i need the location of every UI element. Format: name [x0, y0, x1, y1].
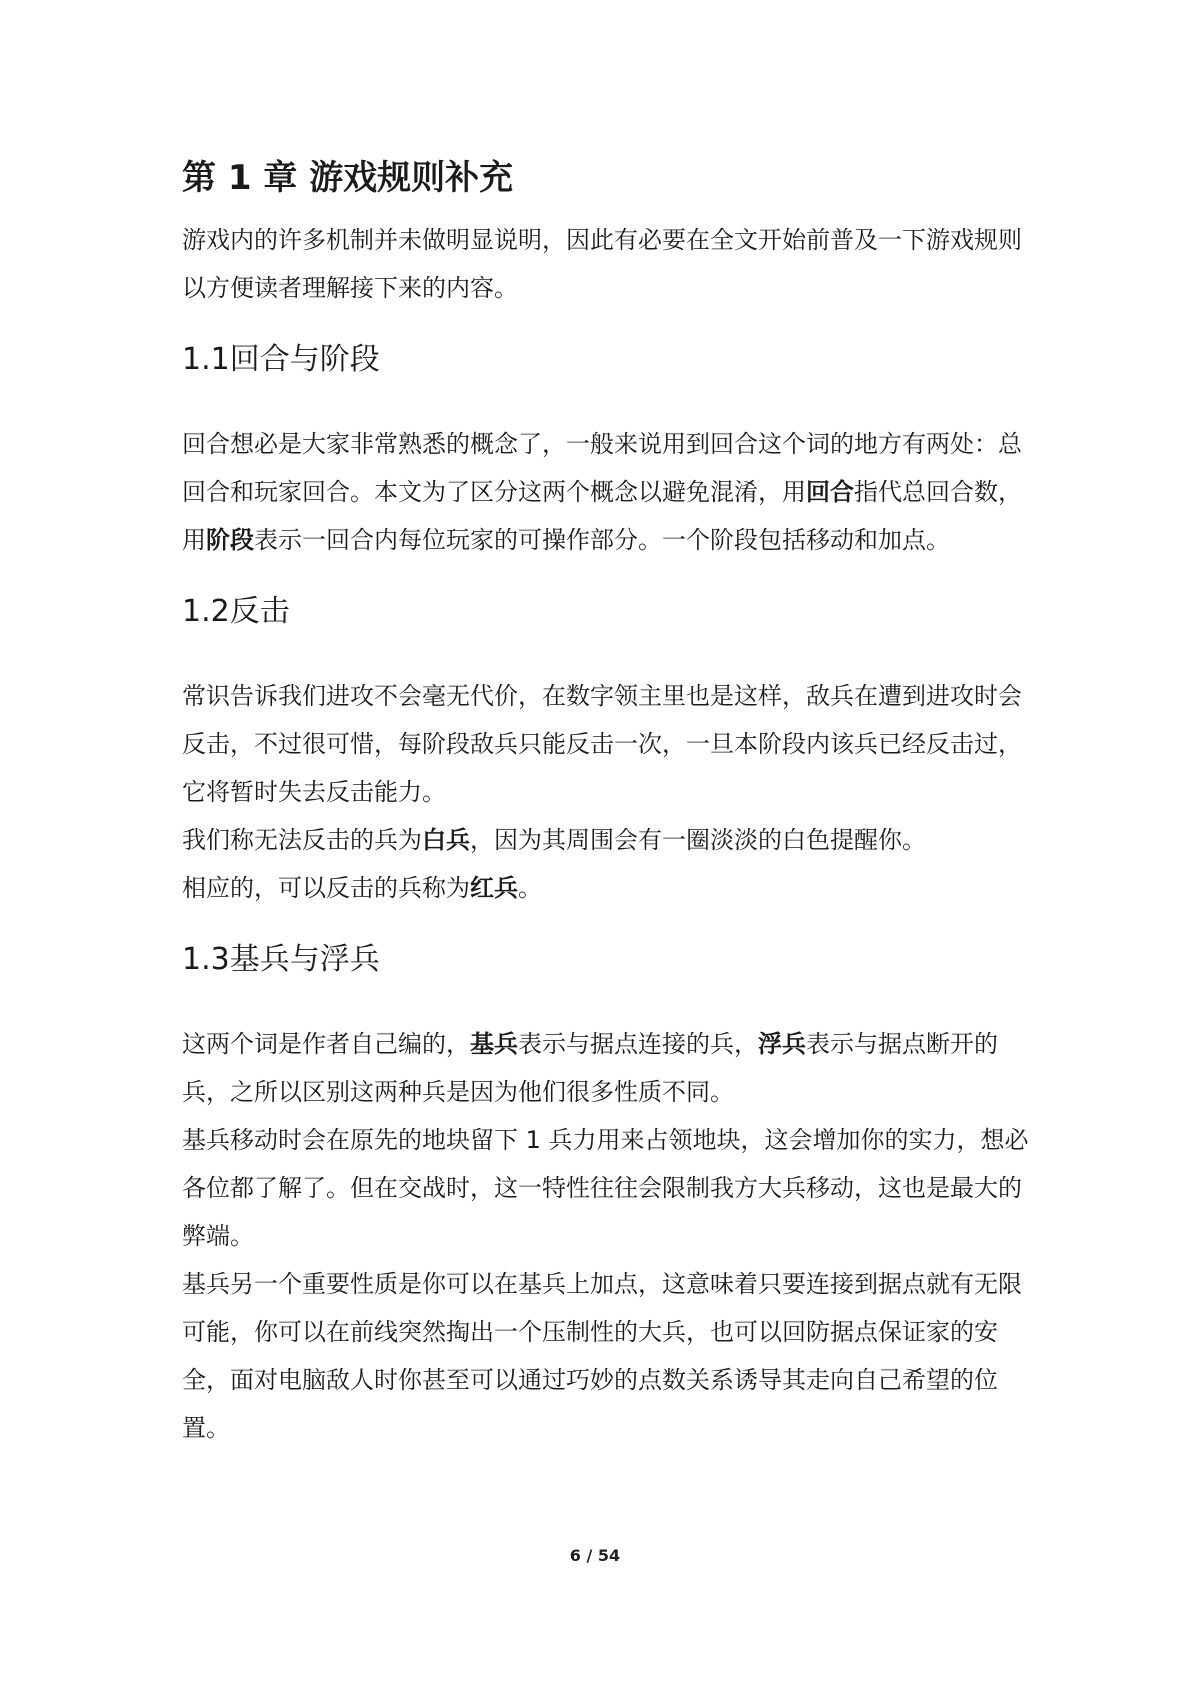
section-heading-1-1: 1.1回合与阶段	[182, 342, 380, 377]
paragraph-text: 指代总回合数，用	[182, 478, 1022, 554]
term-base-soldier: 基兵	[470, 1030, 518, 1058]
section-1-2-paragraph-2	[182, 816, 1032, 864]
term-white-soldier: 白兵	[422, 826, 470, 854]
paragraph-text: 我们称无法反击的兵为	[182, 826, 422, 854]
paragraph-text: 表示与据点连接的兵，	[518, 1030, 758, 1058]
section-1-3-paragraph-1	[182, 1020, 1032, 1116]
paragraph-text: 这两个词是作者自己编的，	[182, 1030, 470, 1058]
term-red-soldier: 红兵	[470, 874, 518, 902]
term-float-soldier: 浮兵	[758, 1030, 806, 1058]
intro-paragraph: 游戏内的许多机制并未做明显说明，因此有必要在全文开始前普及一下游戏规则以方便读者理解接下来的内容。	[182, 226, 1022, 302]
paragraph-text: ，因为其周围会有一圈淡淡的白色提醒你。	[470, 826, 926, 854]
section-1-3-paragraph-2: 基兵移动时会在原先的地块留下 1 兵力用来占领地块，这会增加你的实力，想必各位都了解了。但在交战时，这一特性往往会限制我方大兵移动，这也是最大的弊端。	[182, 1126, 1029, 1250]
term-round: 回合	[806, 478, 854, 506]
chapter-title: 第 1 章 游戏规则补充	[182, 158, 514, 198]
paragraph-text: 。	[518, 874, 542, 902]
section-1-2-paragraph-3	[182, 864, 1032, 912]
section-1-2-paragraph-1: 常识告诉我们进攻不会毫无代价，在数字领主里也是这样，敌兵在遭到进攻时会反击，不过很可惜，每阶段敌兵只能反击一次，一旦本阶段内该兵已经反击过，它将暂时失去反击能力。	[182, 682, 1022, 806]
paragraph-text: 用	[782, 478, 806, 506]
section-1-1-paragraph	[182, 420, 1032, 564]
page-number: 6 / 54	[569, 1546, 621, 1565]
section-heading-1-3: 1.3基兵与浮兵	[182, 942, 380, 977]
paragraph-text: 相应的，可以反击的兵称为	[182, 874, 470, 902]
paragraph-text: 表示与据点断开的兵，之所以区别这两种兵是因为他们很多性质不同。	[182, 1030, 998, 1106]
section-1-3-paragraph-3: 基兵另一个重要性质是你可以在基兵上加点，这意味着只要连接到据点就有无限可能，你可以在前线突然掏出一个压制性的大兵，也可以回防据点保证家的安全，面对电脑敌人时你甚至可以通过巧妙的点数关系诱导其走向自己希望的位置。	[182, 1270, 1022, 1442]
paragraph-text: 表示一回合内每位玩家的可操作部分。一个阶段包括移动和加点。	[254, 526, 950, 554]
section-heading-1-2: 1.2反击	[182, 594, 290, 629]
term-phase: 阶段	[206, 526, 254, 554]
page-content	[182, 150, 1032, 1452]
paragraph-text: 回合想必是大家非常熟悉的概念了，一般来说用到回合这个词的地方有两处：总回合和玩家回合。本文为了区分这两个概念以避免混淆，	[182, 430, 1022, 506]
